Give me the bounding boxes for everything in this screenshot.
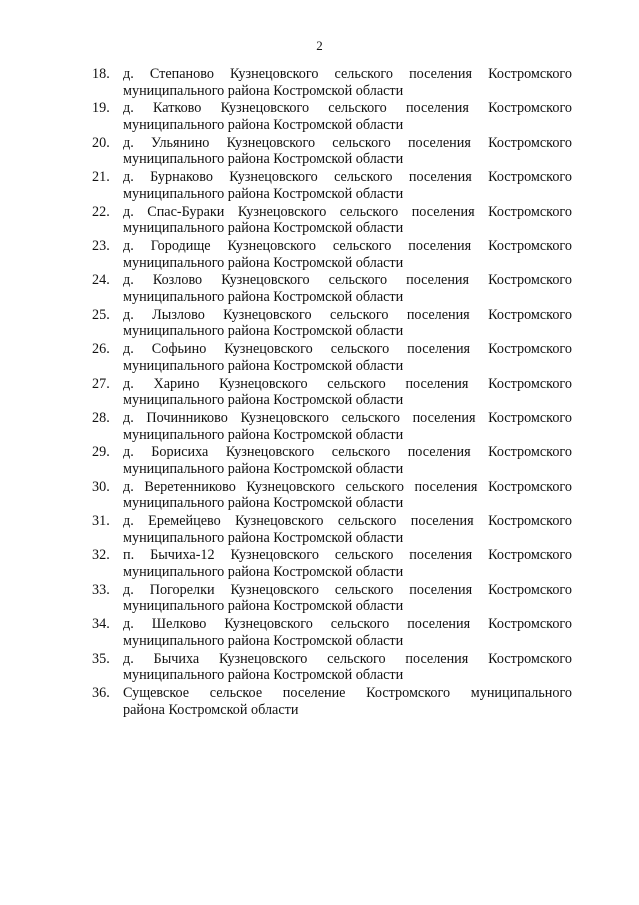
item-number: 21. xyxy=(92,169,110,186)
item-text xyxy=(123,582,572,616)
list-item xyxy=(92,272,572,306)
item-number: 28. xyxy=(92,409,110,426)
item-text-line2: муниципального района Костромской области xyxy=(123,220,404,237)
item-number: 25. xyxy=(92,306,110,323)
item-text-line2: муниципального района Костромской области xyxy=(123,598,404,615)
item-text-line2: муниципального района Костромской области xyxy=(123,529,404,546)
item-text-line1: д. Шелково Кузнецовского сельского поселения Костромского xyxy=(123,616,572,633)
item-text xyxy=(123,616,572,650)
item-text-line2: муниципального района Костромской области xyxy=(123,288,404,305)
item-text-line1: д. Степаново Кузнецовского сельского поселения Костромского xyxy=(123,66,572,82)
list-item xyxy=(92,204,572,238)
list-item xyxy=(92,410,572,444)
list-item xyxy=(92,169,572,203)
list-item xyxy=(92,66,572,100)
item-number: 33. xyxy=(92,581,110,598)
list-item xyxy=(92,651,572,685)
item-text-line2: муниципального района Костромской области xyxy=(123,392,404,409)
item-text-line1: д. Починниково Кузнецовского сельского поселения Костромского xyxy=(123,409,572,426)
list-item xyxy=(92,341,572,375)
item-text-line2: муниципального района Костромской области xyxy=(123,426,404,443)
item-number: 34. xyxy=(92,616,110,633)
item-text xyxy=(123,651,572,685)
item-text xyxy=(123,341,572,375)
item-text-line2: муниципального района Костромской области xyxy=(123,632,404,649)
item-number: 32. xyxy=(92,547,110,564)
item-number: 24. xyxy=(92,272,110,289)
item-text-line2: муниципального района Костромской области xyxy=(123,667,404,684)
page-number: 2 xyxy=(316,38,323,53)
item-text xyxy=(123,376,572,410)
item-number: 27. xyxy=(92,375,110,392)
item-text xyxy=(123,513,572,547)
item-text-line2: муниципального района Костромской области xyxy=(123,151,404,168)
item-number: 31. xyxy=(92,513,110,530)
item-number: 35. xyxy=(92,650,110,667)
item-text xyxy=(123,135,572,169)
item-text-line2: муниципального района Костромской области xyxy=(123,254,404,271)
list-item xyxy=(92,685,572,719)
item-text-line2: района Костромской области xyxy=(123,701,299,718)
item-text-line1: д. Софьино Кузнецовского сельского поселения Костромского xyxy=(123,341,572,358)
item-text-line2: муниципального района Костромской области xyxy=(123,357,404,374)
item-text-line2: муниципального района Костромской области xyxy=(123,116,404,133)
item-text xyxy=(123,238,572,272)
item-text xyxy=(123,444,572,478)
list-item xyxy=(92,547,572,581)
item-text xyxy=(123,410,572,444)
item-number: 19. xyxy=(92,100,110,117)
list-item xyxy=(92,238,572,272)
item-text-line2: муниципального района Костромской области xyxy=(123,460,404,477)
item-text-line1: д. Лызлово Кузнецовского сельского поселения Костромского xyxy=(123,306,572,323)
item-number: 20. xyxy=(92,134,110,151)
item-number: 18. xyxy=(92,66,110,82)
item-text-line1: д. Катково Кузнецовского сельского поселения Костромского xyxy=(123,100,572,117)
item-text-line2: муниципального района Костромской области xyxy=(123,564,404,581)
item-text-line1: д. Еремейцево Кузнецовского сельского поселения Костромского xyxy=(123,513,572,530)
list-item xyxy=(92,616,572,650)
item-number: 22. xyxy=(92,203,110,220)
item-text xyxy=(123,100,572,134)
item-text xyxy=(123,547,572,581)
item-text-line1: д. Ульянино Кузнецовского сельского поселения Костромского xyxy=(123,134,572,151)
item-text-line2: муниципального района Костромской области xyxy=(123,185,404,202)
item-text-line1: д. Козлово Кузнецовского сельского поселения Костромского xyxy=(123,272,572,289)
item-text-line1: д. Городище Кузнецовского сельского поселения Костромского xyxy=(123,237,572,254)
item-text-line1: д. Веретенниково Кузнецовского сельского поселения Костромского xyxy=(123,478,572,495)
item-text xyxy=(123,272,572,306)
item-text xyxy=(123,685,572,719)
list-item xyxy=(92,582,572,616)
item-number: 26. xyxy=(92,341,110,358)
list-item xyxy=(92,100,572,134)
item-text xyxy=(123,169,572,203)
item-text-line1: Сущевское сельское поселение Костромского муниципального xyxy=(123,685,572,702)
item-text-line2: муниципального района Костромской области xyxy=(123,82,404,99)
item-number: 29. xyxy=(92,444,110,461)
item-text-line1: д. Харино Кузнецовского сельского поселения Костромского xyxy=(123,375,572,392)
list-item xyxy=(92,513,572,547)
list-item xyxy=(92,444,572,478)
item-text-line1: д. Бурнаково Кузнецовского сельского поселения Костромского xyxy=(123,169,572,186)
item-text-line1: д. Погорелки Кузнецовского сельского поселения Костромского xyxy=(123,581,572,598)
list-item xyxy=(92,376,572,410)
list-item xyxy=(92,135,572,169)
settlement-list xyxy=(92,66,572,719)
item-text-line2: муниципального района Костромской области xyxy=(123,323,404,340)
item-text-line1: д. Бычиха Кузнецовского сельского поселения Костромского xyxy=(123,650,572,667)
item-text xyxy=(123,66,572,100)
item-text-line1: д. Спас-Бураки Кузнецовского сельского поселения Костромского xyxy=(123,203,572,220)
item-text xyxy=(123,307,572,341)
item-text-line2: муниципального района Костромской области xyxy=(123,495,404,512)
item-number: 23. xyxy=(92,237,110,254)
list-item xyxy=(92,307,572,341)
item-text-line1: д. Борисиха Кузнецовского сельского поселения Костромского xyxy=(123,444,572,461)
item-text xyxy=(123,479,572,513)
item-number: 30. xyxy=(92,478,110,495)
item-number: 36. xyxy=(92,685,110,702)
item-text xyxy=(123,204,572,238)
list-item xyxy=(92,479,572,513)
item-text-line1: п. Бычиха-12 Кузнецовского сельского поселения Костромского xyxy=(123,547,572,564)
